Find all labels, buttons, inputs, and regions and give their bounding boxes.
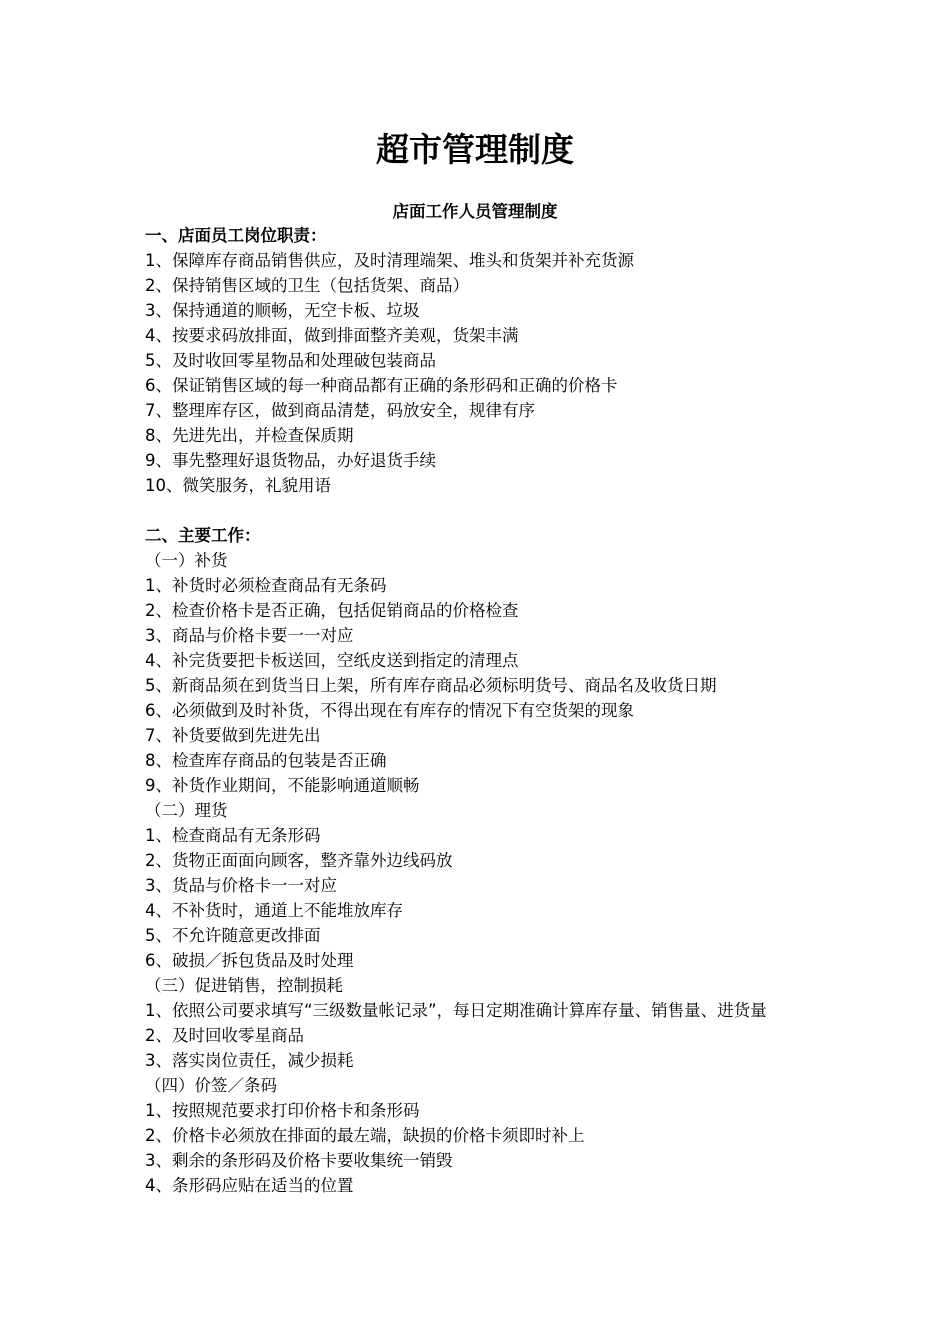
blank-line <box>145 498 825 523</box>
list-item: 9、事先整理好退货物品，办好退货手续 <box>145 451 436 470</box>
list-item: 5、及时收回零星物品和处理破包装商品 <box>145 351 436 370</box>
list-item: 6、保证销售区域的每一种商品都有正确的条形码和正确的价格卡 <box>145 376 618 395</box>
list-item: 3、剩余的条形码及价格卡要收集统一销毁 <box>145 1151 453 1170</box>
list-item: 10、微笑服务，礼貌用语 <box>145 476 331 495</box>
section-heading: 二、主要工作： <box>145 526 261 545</box>
list-item: 7、整理库存区，做到商品清楚，码放安全，规律有序 <box>145 401 535 420</box>
list-item: 8、检查库存商品的包装是否正确 <box>145 751 387 770</box>
list-item: 1、保障库存商品销售供应，及时清理端架、堆头和货架并补充货源 <box>145 251 634 270</box>
list-item: 5、新商品须在到货当日上架，所有库存商品必须标明货号、商品名及收货日期 <box>145 676 717 695</box>
list-item: 4、补完货要把卡板送回，空纸皮送到指定的清理点 <box>145 651 519 670</box>
list-item: 3、落实岗位责任，减少损耗 <box>145 1051 354 1070</box>
list-item: 4、不补货时，通道上不能堆放库存 <box>145 901 403 920</box>
list-item: 6、破损／拆包货品及时处理 <box>145 951 354 970</box>
document-subtitle: 店面工作人员管理制度 <box>392 202 558 221</box>
document-title: 超市管理制度 <box>376 130 574 169</box>
list-item: 8、先进先出，并检查保质期 <box>145 426 354 445</box>
list-item: 3、货品与价格卡一一对应 <box>145 876 337 895</box>
subsection-heading: （一）补货 <box>145 551 228 570</box>
list-item: 1、检查商品有无条形码 <box>145 826 321 845</box>
list-item: 5、不允许随意更改排面 <box>145 926 321 945</box>
list-item: 1、补货时必须检查商品有无条码 <box>145 576 387 595</box>
list-item: 2、价格卡必须放在排面的最左端，缺损的价格卡须即时补上 <box>145 1126 585 1145</box>
list-item: 1、依照公司要求填写“三级数量帐记录”，每日定期准确计算库存量、销售量、进货量 <box>145 1001 767 1020</box>
list-item: 4、条形码应贴在适当的位置 <box>145 1176 354 1195</box>
list-item: 4、按要求码放排面，做到排面整齐美观，货架丰满 <box>145 326 519 345</box>
subsection-heading: （四）价签／条码 <box>145 1076 277 1095</box>
document-body <box>145 223 825 1198</box>
list-item: 2、货物正面面向顾客，整齐靠外边线码放 <box>145 851 453 870</box>
section-heading: 一、店面员工岗位职责： <box>145 226 327 245</box>
subsection-heading: （二）理货 <box>145 801 228 820</box>
list-item: 3、保持通道的顺畅，无空卡板、垃圾 <box>145 301 420 320</box>
list-item: 2、及时回收零星商品 <box>145 1026 304 1045</box>
list-item: 9、补货作业期间，不能影响通道顺畅 <box>145 776 420 795</box>
list-item: 6、必须做到及时补货，不得出现在有库存的情况下有空货架的现象 <box>145 701 634 720</box>
list-item: 1、按照规范要求打印价格卡和条形码 <box>145 1101 420 1120</box>
list-item: 2、保持销售区域的卫生（包括货架、商品） <box>145 276 469 295</box>
list-item: 3、商品与价格卡要一一对应 <box>145 626 354 645</box>
subsection-heading: （三）促进销售，控制损耗 <box>145 976 343 995</box>
list-item: 7、补货要做到先进先出 <box>145 726 321 745</box>
list-item: 2、检查价格卡是否正确，包括促销商品的价格检查 <box>145 601 519 620</box>
